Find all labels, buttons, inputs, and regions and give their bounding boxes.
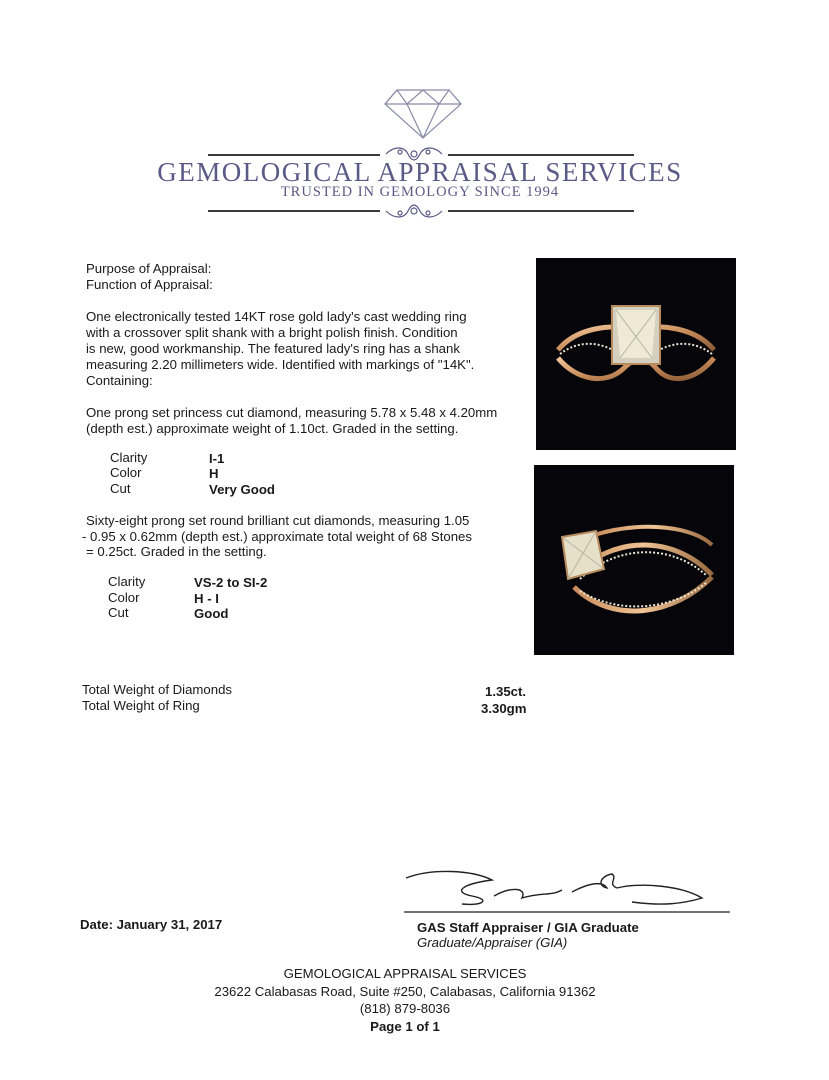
total-value: 3.30gm (481, 701, 527, 716)
grade-label: Cut (108, 605, 129, 620)
grade-label: Clarity (110, 450, 148, 465)
footer-page-number: Page 1 of 1 (370, 1019, 440, 1034)
total-label: Total Weight of Ring (82, 698, 200, 713)
grade-label: Color (110, 465, 142, 480)
grade-label: Clarity (108, 574, 146, 589)
function-label: Function of Appraisal: (86, 277, 213, 292)
side-stones-line: = 0.25ct. Graded in the setting. (86, 544, 267, 559)
grade-value: I-1 (209, 451, 225, 466)
flourish-bottom-icon (384, 201, 444, 221)
description-line: is new, good workmanship. The featured lady's ring has a shank (86, 341, 460, 356)
description-line: measuring 2.20 millimeters wide. Identified with markings of "14K". (86, 357, 475, 372)
description-line: Containing: (86, 373, 153, 388)
grade-value: Good (194, 606, 229, 621)
header-rule-bottom-right (448, 210, 634, 212)
brand-tagline: TRUSTED IN GEMOLOGY SINCE 1994 (280, 184, 560, 200)
grade-value: H (209, 466, 219, 481)
header-rule-top-right (448, 154, 634, 156)
grade-value: Very Good (209, 482, 275, 497)
center-stone-line: One prong set princess cut diamond, measuring 5.78 x 5.48 x 4.20mm (86, 405, 498, 420)
grade-value: H - I (194, 591, 219, 606)
total-value: 1.35ct. (485, 684, 527, 699)
grade-label: Color (108, 590, 140, 605)
ring-photo-side (534, 465, 734, 655)
appraiser-signature (402, 866, 732, 916)
purpose-label: Purpose of Appraisal: (86, 261, 212, 276)
appraiser-subtitle: Graduate/Appraiser (GIA) (417, 935, 568, 950)
ring-side-image (534, 465, 734, 655)
side-stones-line: Sixty-eight prong set round brilliant cut diamonds, measuring 1.05 (86, 513, 470, 528)
side-stones-line: - 0.95 x 0.62mm (depth est.) approximate total weight of 68 Stones (82, 529, 472, 544)
grade-value: VS-2 to SI-2 (194, 575, 268, 590)
brand-title: GEMOLOGICAL APPRAISAL SERVICES (157, 157, 683, 187)
footer-phone: (818) 879-8036 (359, 1001, 451, 1016)
total-label: Total Weight of Diamonds (82, 682, 233, 697)
center-stone-line: (depth est.) approximate weight of 1.10ct. Graded in the setting. (86, 421, 459, 436)
grade-label: Cut (110, 481, 131, 496)
appraiser-title: GAS Staff Appraiser / GIA Graduate (417, 920, 639, 935)
ring-photo-front (536, 258, 736, 450)
header-rule-bottom-left (208, 210, 380, 212)
appraisal-date: Date: January 31, 2017 (80, 917, 223, 932)
header-rule-top-left (208, 154, 380, 156)
description-line: One electronically tested 14KT rose gold lady's cast wedding ring (86, 309, 467, 324)
diamond-logo-icon (383, 88, 463, 140)
description-line: with a crossover split shank with a bright polish finish. Condition (86, 325, 458, 340)
footer-company: GEMOLOGICAL APPRAISAL SERVICES (283, 966, 527, 981)
ring-front-image (536, 258, 736, 450)
footer-address: 23622 Calabasas Road, Suite #250, Calabasas, California 91362 (214, 984, 596, 999)
